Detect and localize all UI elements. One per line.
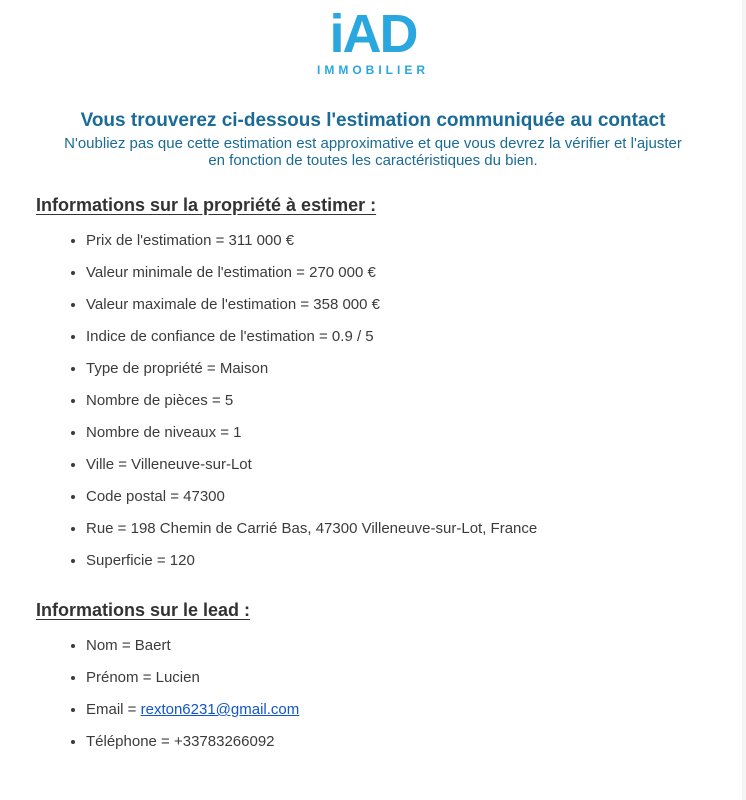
page-subtitle-line2: en fonction de toutes les caractéristiques du bien.: [208, 152, 538, 169]
iad-logo-wordmark: iAD: [329, 4, 417, 64]
lead-item-email: [86, 700, 710, 719]
property-item-levels: • Nombre de niveaux = 1: [86, 423, 710, 442]
property-item-max-value: • Valeur maximale de l'estimation = 358 000 €: [86, 295, 710, 314]
section-property-heading: Informations sur la propriété à estimer :: [36, 195, 377, 215]
property-item-area: • Superficie = 120: [86, 551, 710, 570]
property-list: [36, 231, 710, 570]
page-subtitle: [0, 135, 746, 169]
property-item-city: • Ville = Villeneuve-sur-Lot: [86, 455, 710, 474]
lead-item-phone: • Téléphone = +33783266092: [86, 732, 710, 751]
page-title: Vous trouverez ci-dessous l'estimation communiquée au contact: [80, 110, 666, 131]
main-content: [0, 195, 746, 751]
property-item-price: • Prix de l'estimation = 311 000 €: [86, 231, 710, 250]
page-subtitle-line1: N'oubliez pas que cette estimation est approximative et que vous devrez la vérifier et l'ajuster: [64, 135, 682, 152]
lead-list: [36, 636, 710, 751]
lead-item-lastname: • Nom = Baert: [86, 636, 710, 655]
property-item-type: • Type de propriété = Maison: [86, 359, 710, 378]
lead-item-email-label: Email =: [86, 701, 141, 718]
property-item-street: • Rue = 198 Chemin de Carrié Bas, 47300 Villeneuve-sur-Lot, France: [86, 519, 710, 538]
property-item-postal-code: • Code postal = 47300: [86, 487, 710, 506]
section-property: [36, 195, 710, 570]
lead-email-link[interactable]: rexton6231@gmail.com: [140, 701, 300, 718]
section-lead: [36, 600, 710, 751]
page-right-edge: [742, 0, 746, 800]
property-item-confidence: • Indice de confiance de l'estimation = 0.9 / 5: [86, 327, 710, 346]
property-item-min-value: • Valeur minimale de l'estimation = 270 000 €: [86, 263, 710, 282]
iad-logo: [0, 0, 746, 77]
property-item-rooms: • Nombre de pièces = 5: [86, 391, 710, 410]
iad-logo-subtitle: IMMOBILIER: [317, 63, 429, 77]
lead-item-firstname: • Prénom = Lucien: [86, 668, 710, 687]
section-lead-heading: Informations sur le lead :: [36, 600, 251, 620]
